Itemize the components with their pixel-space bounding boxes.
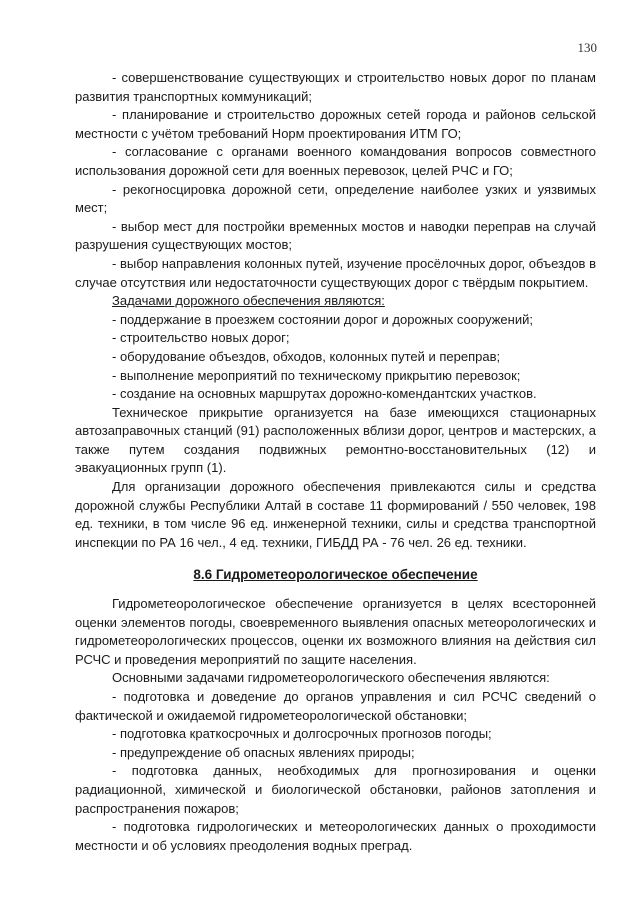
tasks-heading-text: Задачами дорожного обеспечения являются:: [112, 293, 385, 309]
main-tasks-heading: Основными задачами гидрометеорологического обеспечения являются:: [112, 670, 550, 686]
list-item: - создание на основных маршрутах дорожно-комендантских участков.: [112, 386, 537, 402]
list-item: - поддержание в проезжем состоянии дорог и дорожных сооружений;: [112, 311, 533, 327]
tasks-heading: [75, 292, 596, 311]
list-item: - выбор мест для постройки временных мостов и наводки переправ на случай разрушения существующих мостов;: [75, 218, 596, 253]
list-item: - подготовка и доведение до органов управления и сил РСЧС сведений о фактической и ожидаемой гидрометеорологической обстановки;: [75, 689, 596, 723]
section-heading: 8.6 Гидрометеорологическое обеспечение: [193, 567, 478, 583]
list-item: - предупреждение об опасных явлениях природы;: [112, 744, 415, 760]
list-item: - согласование с органами военного командования вопросов совместного использования дорожной сети для военных перевозок, целей РЧС и ГО;: [75, 144, 596, 178]
technical-cover-paragraph: Техническое прикрытие организуется на базе имеющихся стационарных автозаправочных станций (91) расположенных вблизи дорог, центров и мастерских, а также путем создания подвижных ремонтно-восстановительных (12) и эвакуационных групп (1).: [75, 404, 596, 476]
list-item: - рекогносцировка дорожной сети, определение наиболее узких и уязвимых мест;: [75, 181, 596, 216]
list-item: - выполнение мероприятий по техническому прикрытию перевозок;: [112, 367, 521, 383]
page-number: 130: [577, 40, 597, 55]
forces-paragraph: Для организации дорожного обеспечения привлекаются силы и средства дорожной службы Республики Алтай в составе 11 формирований / 550 человек, 198 ед. техники, в том числе 96 ед. инженерной техники, силы и средства транспортной инспекции по РА 16 чел., 4 ед. техники, ГИБДД РА - 76 чел. 26 ед. техники.: [75, 479, 596, 550]
list-item: - подготовка данных, необходимых для прогнозирования и оценки радиационной, химической и биологической обстановки, районов затопления и распространения пожаров;: [75, 763, 596, 816]
list-item: - подготовка гидрологических и метеорологических данных о проходимости местности и об условиях преодоления водных преград.: [75, 819, 596, 853]
list-item: - строительство новых дорог;: [112, 330, 290, 346]
list-item: - подготовка краткосрочных и долгосрочных прогнозов погоды;: [112, 726, 492, 742]
document-body: [75, 69, 596, 855]
list-item: - планирование и строительство дорожных сетей города и районов сельской местности с учётом требований Норм проектирования ИТМ ГО;: [75, 107, 596, 141]
intro-paragraph: Гидрометеорологическое обеспечение организуется в целях всесторонней оценки элементов погоды, своевременного выявления опасных метеорологических и гидрометеорологических процессов, оценки их возможного влияния на действия сил РСЧС и проведения мероприятий по защите населения.: [75, 596, 596, 667]
list-item: - совершенствование существующих и строительство новых дорог по планам развития транспортных коммуникаций;: [75, 70, 596, 104]
list-item: - оборудование объездов, обходов, колонных путей и переправ;: [112, 348, 501, 364]
list-item: - выбор направления колонных путей, изучение просёлочных дорог, объездов в случае отсутствия или недостаточности существующих дорог с твёрдым покрытием.: [75, 255, 596, 290]
